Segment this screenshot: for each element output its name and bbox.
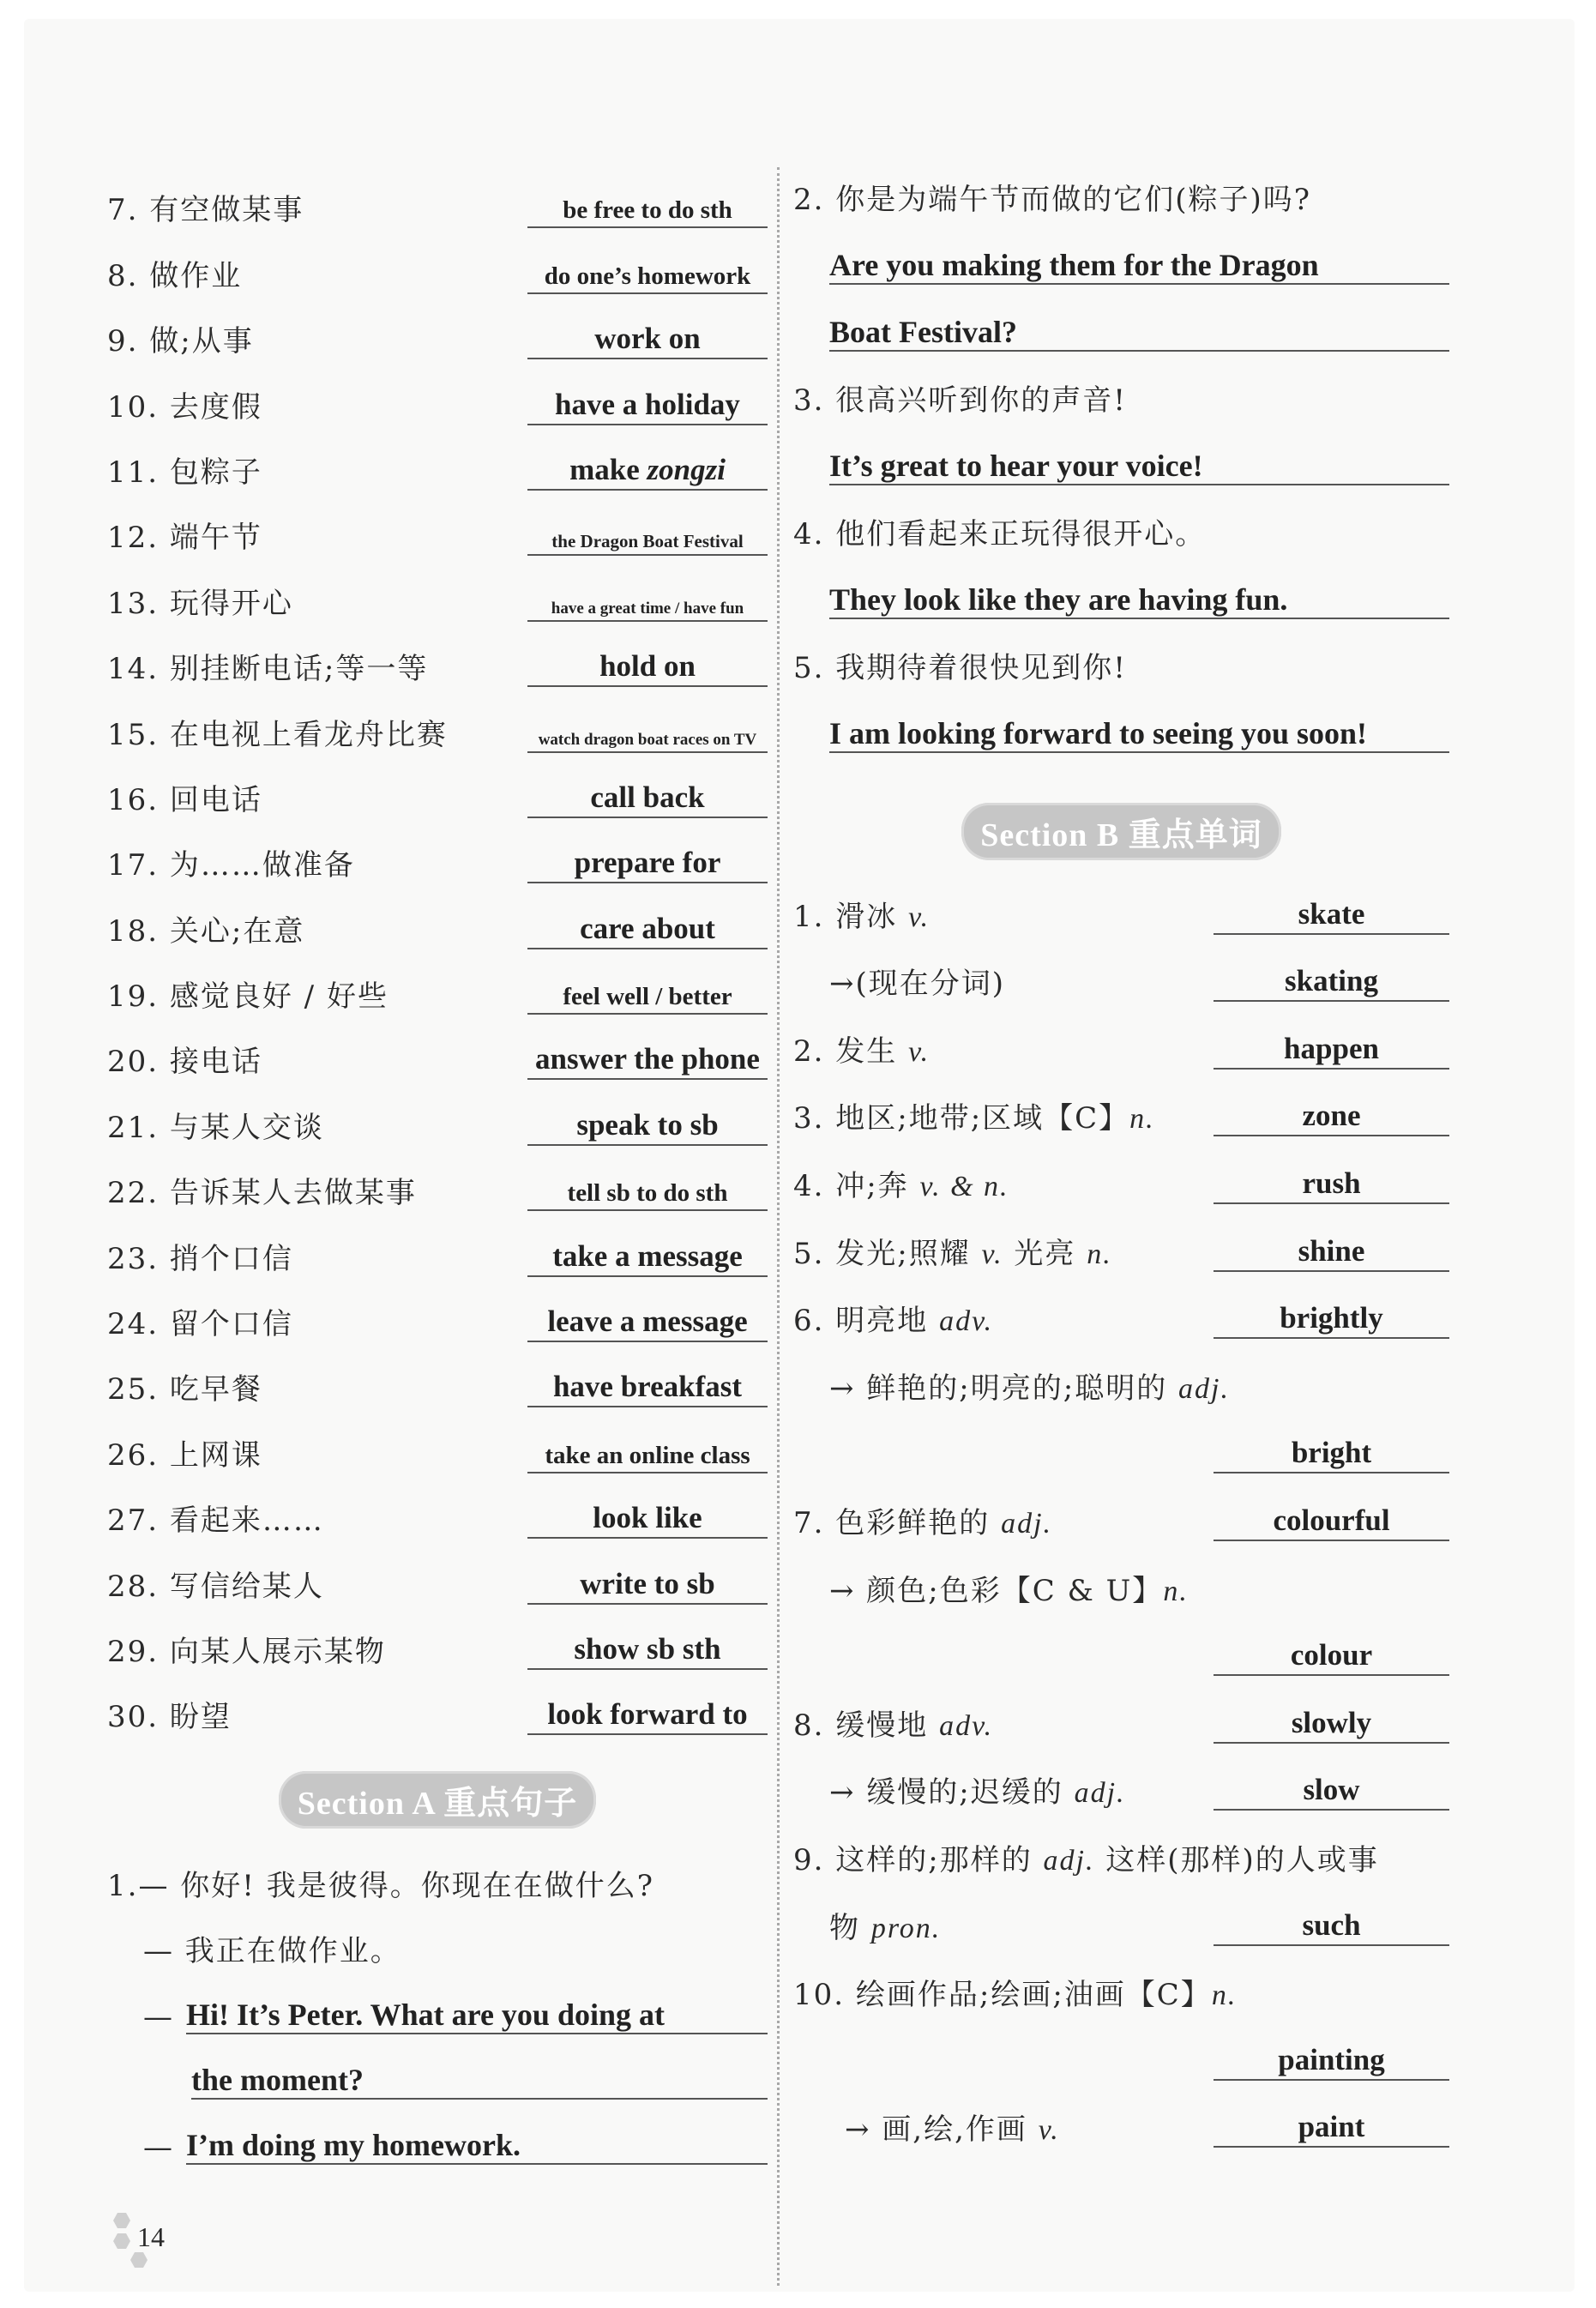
vocab-cn: 24. 留个口信	[107, 1307, 293, 1342]
vocab-row	[107, 1605, 768, 1670]
word-10-answer: painting	[1214, 2043, 1449, 2081]
dash: —	[143, 2130, 174, 2166]
vocab-answer: have a holiday	[527, 388, 768, 425]
vocab-answer: call back	[527, 780, 768, 818]
vocab-answer: care about	[527, 912, 768, 949]
vocab-cn: 14. 别挂断电话;等一等	[107, 652, 429, 687]
word-8a-cn: → 缓慢的;迟缓的	[829, 1775, 1075, 1811]
section-a-header	[107, 1771, 768, 1829]
sentence-4-en: They look like they are having fun.	[829, 582, 1449, 619]
word-10-cn: 10. 绘画作品;绘画;油画【C】	[793, 1978, 1212, 2013]
vocab-row	[107, 1146, 768, 1211]
sentence-1-cn2: — 我正在做作业。	[143, 1934, 401, 1969]
vocab-row	[107, 228, 768, 293]
word-6-pos: adv.	[939, 1305, 994, 1338]
word-10a-pos: v.	[1038, 2114, 1060, 2147]
word-9-cn2: 这样(那样)的人或事	[1094, 1842, 1379, 1877]
word-4-cn: 4. 冲;奔	[793, 1168, 920, 1203]
word-10a-cn: → 画,绘,作画	[845, 2112, 1039, 2148]
sentence-1-en1a: Hi! It’s Peter. What are you doing at	[186, 1997, 768, 2034]
vocab-answer: have breakfast	[527, 1370, 768, 1407]
word-7-answer: colourful	[1214, 1504, 1449, 1541]
vocab-row	[107, 1080, 768, 1145]
word-9-cn3: 物	[829, 1910, 871, 1945]
vocab-answer: leave a message	[527, 1305, 768, 1342]
vocab-cn: 11. 包粽子	[107, 455, 262, 490]
sentence-2-cn: 2. 你是为端午节而做的它们(粽子)吗?	[793, 183, 1312, 217]
vocab-answer: do one’s homework	[527, 262, 768, 294]
word-3-cn: 3. 地区;地带;区域【C】	[793, 1101, 1130, 1136]
vocab-cn: 7. 有空做某事	[107, 193, 304, 228]
word-8-cn: 8. 缓慢地	[793, 1708, 940, 1743]
word-row-6	[793, 1272, 1449, 1340]
word-row-10a	[793, 2081, 1449, 2148]
word-10-pos: n.	[1211, 1980, 1238, 2012]
vocab-cn: 15. 在电视上看龙舟比赛	[107, 717, 448, 752]
vocab-answer-italic: zongzi	[647, 452, 726, 486]
word-5-cn2: 光亮	[1003, 1236, 1087, 1271]
vocab-row	[107, 359, 768, 425]
vocab-row	[107, 687, 768, 752]
right-column	[793, 163, 1449, 2148]
word-4-pos: v. & n.	[919, 1170, 1009, 1202]
word-7a-answer: colour	[1214, 1638, 1449, 1676]
vocab-answer: be free to do sth	[527, 196, 768, 228]
vocab-answer: work on	[527, 322, 768, 359]
vocab-cn: 27. 看起来……	[107, 1504, 324, 1539]
sentence-3-cn: 3. 很高兴听到你的声音!	[793, 383, 1127, 418]
word-7-pos: adj.	[1001, 1507, 1053, 1540]
vocab-cn: 20. 接电话	[107, 1045, 262, 1080]
vocab-cn: 29. 向某人展示某物	[107, 1634, 386, 1669]
word-1-answer: skate	[1214, 897, 1449, 935]
word-row-5	[793, 1204, 1449, 1272]
word-row-1	[793, 867, 1449, 935]
vocab-cn: 17. 为……做准备	[107, 848, 355, 883]
word-row-1a	[793, 935, 1449, 1003]
vocab-answer: look forward to	[527, 1697, 768, 1735]
word-6a-pos: adj.	[1178, 1372, 1230, 1405]
word-9-cn: 9. 这样的;那样的	[793, 1842, 1044, 1877]
vocab-row	[107, 294, 768, 359]
column-divider	[777, 167, 780, 2286]
word-1a-answer: skating	[1214, 964, 1449, 1002]
word-row-10-ans	[793, 2013, 1449, 2081]
vocab-cn: 8. 做作业	[107, 258, 243, 293]
vocab-cn: 18. 关心;在意	[107, 913, 305, 949]
word-row-3	[793, 1070, 1449, 1137]
sentence-2-en-a: Are you making them for the Dragon	[829, 247, 1449, 285]
vocab-answer	[527, 453, 768, 491]
word-6-cn: 6. 明亮地	[793, 1304, 940, 1339]
vocab-row	[107, 753, 768, 818]
vocab-answer: write to sb	[527, 1567, 768, 1605]
word-row-10	[793, 1946, 1449, 2014]
vocab-row	[107, 1539, 768, 1604]
vocab-answer: take a message	[527, 1239, 768, 1277]
word-row-2	[793, 1002, 1449, 1070]
vocab-row	[107, 163, 768, 228]
word-5-pos2: n.	[1087, 1238, 1112, 1270]
word-8a-pos: adj.	[1074, 1777, 1126, 1810]
vocab-answer: speak to sb	[527, 1108, 768, 1146]
word-7a-pos: n.	[1163, 1575, 1189, 1607]
vocab-row	[107, 1670, 768, 1735]
word-row-6a-ans	[793, 1407, 1449, 1474]
word-10a-answer: paint	[1214, 2110, 1449, 2148]
vocab-cn: 28. 写信给某人	[107, 1569, 324, 1604]
sentence-1-cn1: 1.— 你好! 我是彼得。你现在在做什么?	[107, 1869, 654, 1904]
word-1-cn: 1. 滑冰	[793, 899, 909, 934]
word-6-answer: brightly	[1214, 1301, 1449, 1339]
sentence-1	[107, 1839, 768, 2165]
word-9-pos3: pron.	[870, 1912, 942, 1944]
vocab-answer: take an online class	[527, 1442, 768, 1473]
left-column	[107, 163, 768, 2165]
vocab-cn: 16. 回电话	[107, 782, 262, 817]
word-8a-answer: slow	[1214, 1773, 1449, 1811]
section-b-header	[793, 803, 1449, 860]
word-row-7a-ans	[793, 1609, 1449, 1677]
word-2-answer: happen	[1214, 1032, 1449, 1070]
word-row-9	[793, 1811, 1449, 1878]
vocab-answer: look like	[527, 1501, 768, 1539]
word-7-cn: 7. 色彩鲜艳的	[793, 1505, 1002, 1540]
vocab-answer: hold on	[527, 649, 768, 687]
vocab-row	[107, 1473, 768, 1539]
word-2-pos: v.	[908, 1035, 930, 1068]
word-5-pos: v.	[981, 1238, 1003, 1270]
vocab-answer: the Dragon Boat Festival	[527, 531, 768, 556]
vocab-row	[107, 1407, 768, 1473]
vocab-cn: 21. 与某人交谈	[107, 1110, 324, 1145]
sentence-5-en: I am looking forward to seeing you soon!	[829, 715, 1449, 753]
vocab-list	[107, 163, 768, 1735]
section-b-word-list	[793, 867, 1449, 2148]
vocab-row	[107, 949, 768, 1015]
word-3-pos: n.	[1129, 1103, 1155, 1136]
word-9-pos: adj.	[1043, 1844, 1095, 1877]
word-8-answer: slowly	[1214, 1706, 1449, 1744]
word-5-cn: 5. 发光;照耀	[793, 1236, 982, 1271]
word-row-4	[793, 1136, 1449, 1204]
word-3-answer: zone	[1214, 1099, 1449, 1136]
sentence-2-en-b: Boat Festival?	[829, 314, 1449, 352]
page-number: 14	[137, 2221, 165, 2252]
section-a-badge: Section A 重点句子	[279, 1771, 596, 1829]
vocab-cn: 22. 告诉某人去做某事	[107, 1176, 417, 1211]
word-row-9b	[793, 1878, 1449, 1946]
sentence-1-en2: I’m doing my homework.	[186, 2127, 768, 2165]
word-5-answer: shine	[1214, 1234, 1449, 1272]
vocab-answer-text: make	[569, 452, 647, 486]
vocab-row	[107, 1211, 768, 1276]
vocab-answer: watch dragon boat races on TV	[527, 731, 768, 753]
word-row-8a	[793, 1744, 1449, 1811]
vocab-cn: 25. 吃早餐	[107, 1372, 262, 1407]
vocab-answer: feel well / better	[527, 983, 768, 1015]
vocab-cn: 30. 盼望	[107, 1700, 232, 1735]
vocab-answer: have a great time / have fun	[527, 600, 768, 622]
word-8-pos: adv.	[939, 1709, 994, 1742]
vocab-row	[107, 491, 768, 556]
vocab-row	[107, 883, 768, 949]
word-6a-cn: → 鲜艳的;明亮的;聪明的	[829, 1371, 1179, 1406]
vocab-cn: 13. 玩得开心	[107, 586, 293, 621]
word-1a-cn: →(现在分词)	[829, 967, 1006, 1002]
vocab-answer: tell sb to do sth	[527, 1179, 768, 1211]
word-row-7	[793, 1473, 1449, 1541]
word-1-pos: v.	[908, 901, 930, 933]
vocab-row	[107, 1015, 768, 1080]
vocab-answer: prepare for	[527, 846, 768, 883]
vocab-cn: 26. 上网课	[107, 1437, 262, 1473]
word-2-cn: 2. 发生	[793, 1033, 909, 1069]
vocab-answer: answer the phone	[527, 1042, 768, 1080]
word-row-7a-cn	[793, 1541, 1449, 1609]
vocab-cn: 12. 端午节	[107, 521, 262, 556]
word-6a-answer: bright	[1214, 1436, 1449, 1473]
sentence-1-en1b: the moment?	[191, 2062, 768, 2100]
sentence-5-cn: 5. 我期待着很快见到你!	[793, 651, 1127, 685]
sentence-3-en: It’s great to hear your voice!	[829, 448, 1449, 485]
vocab-cn: 10. 去度假	[107, 389, 262, 425]
sentence-4-cn: 4. 他们看起来正玩得很开心。	[793, 517, 1207, 551]
word-row-6a-cn	[793, 1339, 1449, 1407]
vocab-answer: show sb sth	[527, 1632, 768, 1670]
vocab-cn: 9. 做;从事	[107, 324, 254, 359]
dash: —	[143, 2000, 174, 2035]
vocab-row	[107, 818, 768, 883]
vocab-row	[107, 622, 768, 687]
vocab-row	[107, 425, 768, 491]
word-row-8	[793, 1676, 1449, 1744]
word-7a-cn: → 颜色;色彩【C & U】	[829, 1573, 1164, 1608]
vocab-cn: 23. 捎个口信	[107, 1241, 293, 1276]
vocab-row	[107, 1342, 768, 1407]
vocab-row	[107, 1277, 768, 1342]
vocab-cn: 19. 感觉良好 / 好些	[107, 979, 388, 1015]
section-b-badge: Section B 重点单词	[961, 803, 1281, 860]
vocab-row	[107, 556, 768, 621]
word-9-answer: such	[1214, 1908, 1449, 1946]
word-4-answer: rush	[1214, 1166, 1449, 1204]
